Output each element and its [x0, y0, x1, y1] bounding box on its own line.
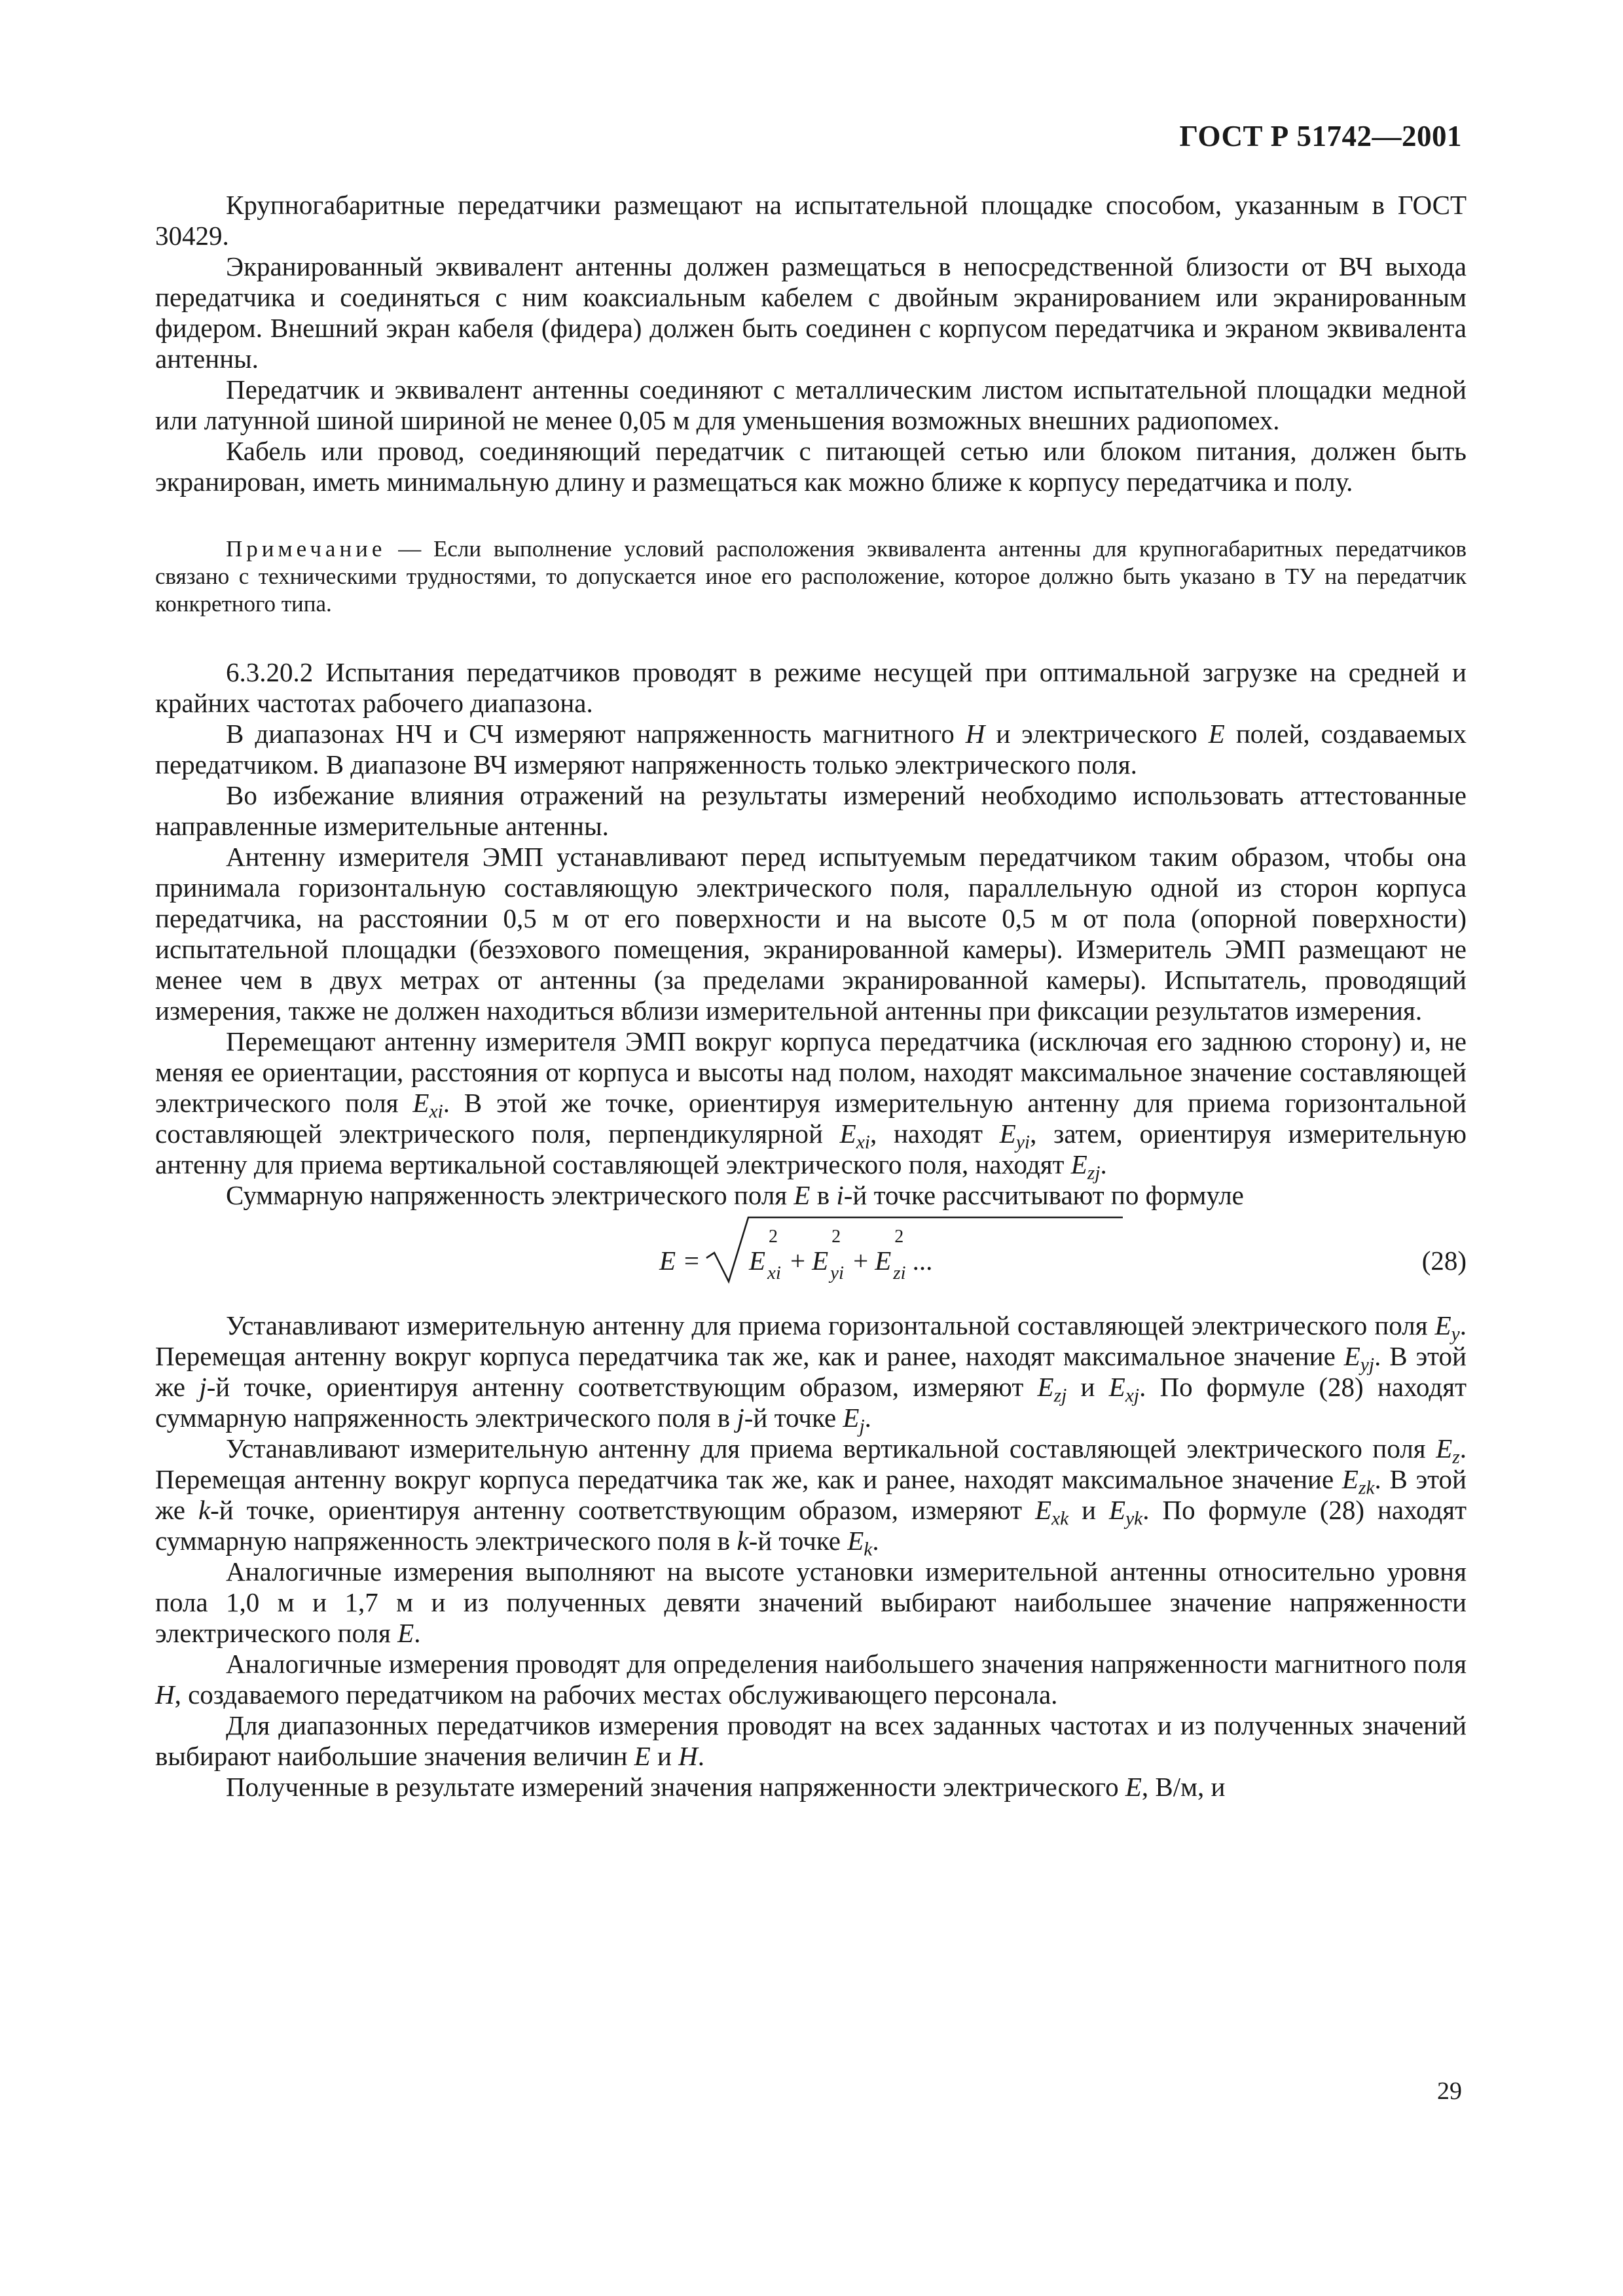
paragraph-large-transmitters: Крупногабаритные передатчики размещают на испытательной площадке способом, указанным в ГОСТ 30429.: [155, 190, 1467, 251]
note-text: — Если выполнение условий расположения эквивалента антенны для крупногабаритных передатчиков связано с техническими трудностями, то допускается иное его расположение, которое должно быть указано в ТУ на передатчик конкретного типа.: [155, 536, 1467, 617]
paragraph-total-field-intro: Суммарную напряженность электрического поля E в i-й точке рассчитывают по формуле: [226, 1180, 1244, 1210]
paragraph-antenna-equivalent: Экранированный эквивалент антенны должен размещаться в непосредственной близости от ВЧ выхода передатчика и соединяться с ним коаксиальным кабелем с двойным экранированием или экранированным фидером. Внешний экран кабеля (фидера) должен быть соединен с корпусом передатчика и экраном эквивалента антенны.: [155, 251, 1467, 374]
paragraph-6-3-20-2: 6.3.20.2 Испытания передатчиков проводят в режиме несущей при оптимальной загрузке на средней и крайних частотах рабочего диапазона.: [155, 657, 1467, 718]
note-block: [155, 535, 1467, 618]
document-standard-code: ГОСТ Р 51742—2001: [1179, 120, 1462, 152]
paragraph-heights: Аналогичные измерения выполняют на высоте установки измерительной антенны относительно уровня пола 1,0 м и 1,7 м и из полученных девяти значений выбирают наибольшее значение напряженности электрического поля E.: [155, 1556, 1467, 1648]
page-body: [155, 190, 1467, 1803]
formula-term-exi: E 2 $_{xi}$: [749, 1227, 781, 1283]
paragraph-band-transmitters: Для диапазонных передатчиков измерения проводят на всех заданных частотах и из полученных значений выбирают наибольшие значения величин E и H.: [155, 1710, 1467, 1771]
paragraph-frequency-ranges: В диапазонах НЧ и СЧ измеряют напряженность магнитного H и электрического E полей, создаваемых передатчиком. В диапазоне ВЧ измеряют напряженность только электрического поля.: [155, 719, 1467, 780]
paragraph-horizontal-ey: Устанавливают измерительную антенну для приема горизонтальной составляющей электрического поля $E_y$. Перемещая антенну вокруг корпуса передатчика так же, как и ранее, находят максимальное значение $E_{yj}$. В этой же j-й точке, ориентируя антенну соответствующим образом, измеряют $E_{zj}$ и $E_{xj}$. По формуле (28) находят суммарную напряженность электрического поля в j-й точке $E_j$.: [155, 1310, 1467, 1437]
equation-number: (28): [1421, 1246, 1467, 1276]
paragraph-results: Полученные в результате измерений значения напряженности электрического E, В/м, и: [226, 1772, 1226, 1802]
formula-lhs: E =: [659, 1246, 701, 1276]
paragraph-reflections: Во избежание влияния отражений на результаты измерений необходимо использовать аттестованные направленные измерительные антенны.: [155, 780, 1467, 841]
formula-28: [155, 1211, 1467, 1310]
paragraph-vertical-ez: Устанавливают измерительную антенну для приема вертикальной составляющей электрического поля $E_z$. Перемещая антенну вокруг корпуса передатчика так же, как и ранее, находят максимальное значение $E_{zk}$. В этой же k-й точке, ориентируя антенну соответствующим образом, измеряют $E_{xk}$ и $E_{yk}$. По формуле (28) находят суммарную напряженность электрического поля в k-й точке $E_k$.: [155, 1433, 1467, 1560]
note-prefix: Примечание: [226, 536, 386, 562]
formula-term-eyi: E 2 $_{yi}$: [812, 1227, 845, 1283]
formula-radicand: E 2 $_{xi}$ + E 2 $_{yi}$ + E 2 $_{zi}$ ...: [749, 1227, 933, 1283]
paragraph-antenna-movement: Перемещают антенну измерителя ЭМП вокруг корпуса передатчика (исключая его заднюю сторону) и, не меняя ее ориентации, расстояния от корпуса и высоты над полом, находят максимальное значение составляющей электрического поля $E_{xi}$. В этой же точке, ориентируя измерительную антенну для приема горизонтальной составляющей электрического поля, перпендикулярной $E_{xi}$, находят $E_{yi}$, затем, ориентируя измерительную антенну для приема вертикальной составляющей электрического поля, находят $E_{zj}$.: [155, 1026, 1467, 1184]
formula-term-ezi: E 2 $_{zi}$: [875, 1227, 906, 1283]
page-number: 29: [1437, 2077, 1462, 2105]
paragraph-power-cable: Кабель или провод, соединяющий передатчик с питающей сетью или блоком питания, должен быть экранирован, иметь минимальную длину и размещаться как можно ближе к корпусу передатчика и полу.: [155, 436, 1467, 497]
paragraph-grounding-bus: Передатчик и эквивалент антенны соединяют с металлическим листом испытательной площадки медной или латунной шиной шириной не менее 0,05 м для уменьшения возможных внешних радиопомех.: [155, 374, 1467, 435]
paragraph-magnetic-field: Аналогичные измерения проводят для определения наибольшего значения напряженности магнитного поля H, создаваемого передатчиком на рабочих местах обслуживающего персонала.: [155, 1649, 1467, 1710]
paragraph-antenna-placement: Антенну измерителя ЭМП устанавливают перед испытуемым передатчиком таким образом, чтобы она принимала горизонтальную составляющую электрического поля, параллельную одной из сторон корпуса передатчика, на расстоянии 0,5 м от его поверхности и на высоте 0,5 м от пола (опорной поверхности) испытательной площадки (безэхового помещения, экранированной камеры). Измеритель ЭМП размещают не менее чем в двух метрах от антенны (за пределами экранированной камеры). Испытатель, проводящий измерения, также не должен находиться вблизи измерительной антенны при фиксации результатов измерения.: [155, 842, 1467, 1026]
